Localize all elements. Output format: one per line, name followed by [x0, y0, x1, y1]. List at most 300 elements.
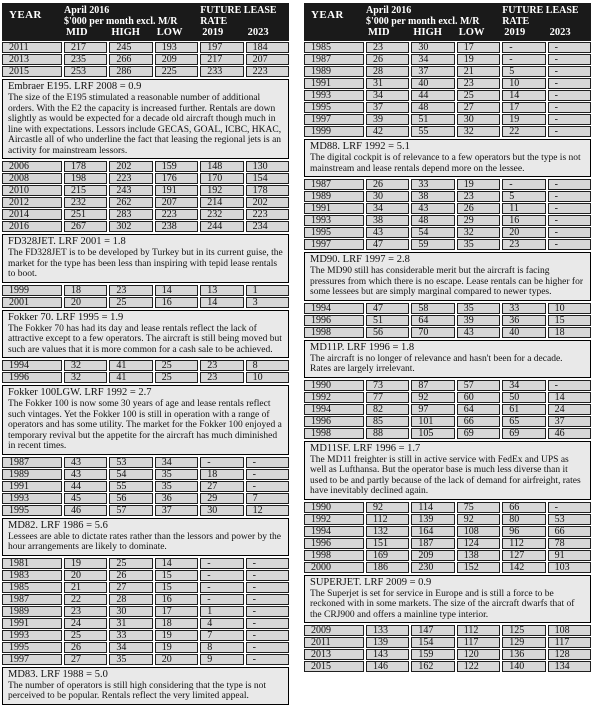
value-cell: 154: [411, 637, 454, 648]
value-cell: 187: [411, 538, 454, 549]
value-cell: 16: [502, 215, 545, 226]
section-title: FD328JET. LRF 2001 = 1.8: [8, 236, 126, 247]
value-cell: 215: [64, 185, 107, 196]
year-cell: 1996: [304, 538, 364, 549]
value-cell: 22: [502, 126, 545, 137]
value-cell: 33: [109, 630, 152, 641]
sub-column-label: 2023: [549, 27, 571, 38]
value-cell: 132: [366, 526, 409, 537]
year-cell: 1992: [304, 514, 364, 525]
section-title: MD11SF. LRF 1996 = 1.7: [310, 442, 421, 454]
value-cell: 25: [155, 372, 198, 383]
value-cell: 193: [155, 42, 198, 53]
year-cell: 2013: [2, 54, 62, 65]
value-cell: 244: [200, 221, 243, 232]
value-cell: 34: [366, 90, 409, 101]
value-cell: 51: [366, 315, 409, 326]
value-cell: 202: [246, 197, 289, 208]
value-cell: 70: [411, 327, 454, 338]
table-row: [2, 197, 289, 208]
value-cell: 34: [155, 457, 198, 468]
table-row: [304, 227, 591, 238]
value-cell: 127: [502, 550, 545, 561]
section-text: The number of operators is still high considering that the type is not perceived to be popular. Rentals reflect the very limited appeal.: [8, 680, 267, 701]
value-cell: 34: [366, 203, 409, 214]
value-cell: 54: [109, 469, 152, 480]
year-cell: 1993: [304, 215, 364, 226]
value-cell: 129: [502, 637, 545, 648]
year-cell: 1999: [304, 126, 364, 137]
value-cell: 12: [246, 505, 289, 516]
value-cell: 35: [155, 469, 198, 480]
value-cell: 35: [155, 481, 198, 492]
value-cell: 42: [366, 126, 409, 137]
value-cell: 92: [366, 502, 409, 513]
value-cell: 45: [64, 493, 107, 504]
value-cell: -: [246, 630, 289, 641]
value-cell: 243: [109, 185, 152, 196]
value-cell: 24: [548, 404, 591, 415]
value-cell: 39: [366, 114, 409, 125]
value-cell: -: [548, 239, 591, 250]
sub-column-label: 2023: [247, 27, 269, 38]
value-cell: -: [246, 457, 289, 468]
section-text: The digital cockpit is of relevance to a few operators but the type is not mainstream and lease rentals depend more on the lessee.: [310, 153, 581, 174]
year-cell: 1991: [304, 78, 364, 89]
value-cell: -: [246, 469, 289, 480]
value-cell: 85: [366, 416, 409, 427]
value-cell: 8: [200, 642, 243, 653]
value-cell: 38: [411, 191, 454, 202]
value-cell: 148: [200, 161, 243, 172]
table-row: [304, 54, 591, 65]
value-cell: 230: [411, 562, 454, 573]
table-row: [2, 493, 289, 504]
value-cell: 46: [64, 505, 107, 516]
value-cell: 91: [548, 550, 591, 561]
value-cell: 9: [200, 654, 243, 665]
table-row: [2, 457, 289, 468]
value-cell: 10: [548, 303, 591, 314]
table-row: [304, 502, 591, 513]
value-cell: 147: [411, 625, 454, 636]
value-cell: 140: [502, 661, 545, 672]
value-cell: 112: [366, 514, 409, 525]
year-cell: 2000: [304, 562, 364, 573]
value-cell: 23: [457, 191, 500, 202]
year-cell: 2015: [2, 66, 62, 77]
value-cell: 14: [502, 90, 545, 101]
value-cell: 33: [502, 303, 545, 314]
value-cell: 87: [411, 380, 454, 391]
section-box: [2, 518, 289, 556]
value-cell: 23: [366, 42, 409, 53]
value-cell: -: [200, 582, 243, 593]
value-cell: 47: [366, 303, 409, 314]
value-cell: 35: [457, 239, 500, 250]
year-cell: 1994: [304, 303, 364, 314]
april-2016-group-label: [366, 6, 500, 27]
value-cell: 33: [411, 179, 454, 190]
year-cell: 1989: [2, 469, 62, 480]
year-cell: 2006: [2, 161, 62, 172]
year-cell: 1987: [304, 179, 364, 190]
value-cell: 29: [200, 493, 243, 504]
value-cell: -: [200, 594, 243, 605]
value-cell: 134: [548, 661, 591, 672]
value-cell: -: [548, 380, 591, 391]
value-cell: 80: [502, 514, 545, 525]
section-text: The MD11 freighter is still in active service with FedEx and UPS as well as Lufthansa. But the operator base is much less diverse than it used to be and partly because of the lack of demand for airfreight, rates have inevitably declined again.: [310, 454, 581, 496]
value-cell: 32: [457, 227, 500, 238]
future-lease-rate-label: FUTURE LEASE RATE: [200, 5, 277, 27]
value-cell: 15: [155, 570, 198, 581]
value-cell: 169: [366, 550, 409, 561]
data-table: [2, 558, 289, 665]
value-cell: 48: [411, 215, 454, 226]
section-box: [304, 575, 591, 624]
value-cell: 50: [502, 392, 545, 403]
value-cell: 54: [411, 227, 454, 238]
value-cell: 178: [64, 161, 107, 172]
value-cell: 18: [64, 285, 107, 296]
table-row: [304, 428, 591, 439]
value-cell: 146: [366, 661, 409, 672]
unit-line: $'000 per month excl. M/R: [64, 15, 178, 27]
value-cell: 32: [64, 360, 107, 371]
value-cell: 20: [64, 297, 107, 308]
value-cell: 30: [457, 114, 500, 125]
value-cell: 233: [200, 66, 243, 77]
year-cell: 1991: [2, 481, 62, 492]
value-cell: 20: [502, 227, 545, 238]
year-cell: 1997: [304, 114, 364, 125]
data-table: [2, 285, 289, 308]
value-cell: 207: [155, 197, 198, 208]
value-cell: 139: [366, 637, 409, 648]
data-table: [304, 380, 591, 439]
value-cell: -: [548, 78, 591, 89]
value-cell: 37: [548, 416, 591, 427]
year-cell: 2008: [2, 173, 62, 184]
section-title: Fokker 70. LRF 1995 = 1.9: [8, 311, 124, 323]
value-cell: 78: [548, 538, 591, 549]
value-cell: 26: [366, 54, 409, 65]
value-cell: 143: [366, 649, 409, 660]
value-cell: 14: [548, 392, 591, 403]
value-cell: -: [548, 191, 591, 202]
year-cell: 2009: [304, 625, 364, 636]
value-cell: 43: [411, 203, 454, 214]
value-cell: 192: [200, 185, 243, 196]
value-cell: -: [200, 558, 243, 569]
value-cell: 34: [502, 380, 545, 391]
year-cell: 1995: [2, 642, 62, 653]
year-cell: 1993: [304, 90, 364, 101]
value-cell: 202: [109, 161, 152, 172]
year-cell: 1998: [304, 327, 364, 338]
value-cell: 159: [411, 649, 454, 660]
table-row: [2, 209, 289, 220]
section-box: [2, 310, 289, 359]
year-cell: 1995: [304, 102, 364, 113]
table-row: [2, 469, 289, 480]
value-cell: 154: [246, 173, 289, 184]
value-cell: 112: [457, 625, 500, 636]
table-row: [2, 505, 289, 516]
value-cell: 235: [64, 54, 107, 65]
value-cell: -: [200, 570, 243, 581]
value-cell: -: [548, 90, 591, 101]
year-cell: 2016: [2, 221, 62, 232]
value-cell: 13: [200, 285, 243, 296]
section-text: The MD90 still has considerable merit but the aircraft is facing pressures from which there is no escape. Lease rentals can be higher for some lessees but are simply marginal compared to newer types.: [310, 266, 584, 297]
value-cell: -: [246, 558, 289, 569]
section-title: MD90. LRF 1997 = 2.8: [310, 254, 410, 265]
table-row: [2, 360, 289, 371]
value-cell: 209: [411, 550, 454, 561]
value-cell: 57: [109, 505, 152, 516]
sub-column-label: 2019: [504, 27, 526, 38]
sub-column-label: LOW: [458, 27, 485, 38]
value-cell: 120: [457, 649, 500, 660]
value-cell: 46: [548, 428, 591, 439]
year-cell: 1993: [2, 493, 62, 504]
column-right: [304, 3, 591, 705]
table-row: [2, 654, 289, 665]
year-cell: 2013: [304, 649, 364, 660]
value-cell: 40: [411, 78, 454, 89]
year-column-label: YEAR: [311, 9, 344, 21]
table-row: [2, 594, 289, 605]
value-cell: 103: [548, 562, 591, 573]
value-cell: 77: [366, 392, 409, 403]
value-cell: 186: [366, 562, 409, 573]
section-text: The FD328JET is to be developed by Turkey but in its current guise, the market for the type has been less than inspiring with tepid lease rentals to boot.: [8, 248, 283, 279]
value-cell: 22: [64, 594, 107, 605]
value-cell: 23: [109, 285, 152, 296]
value-cell: 253: [64, 66, 107, 77]
value-cell: 191: [155, 185, 198, 196]
value-cell: -: [246, 618, 289, 629]
value-cell: 11: [502, 203, 545, 214]
value-cell: 25: [64, 630, 107, 641]
value-cell: 25: [457, 90, 500, 101]
value-cell: 82: [366, 404, 409, 415]
section-title: MD11P. LRF 1996 = 1.8: [310, 341, 415, 353]
value-cell: 57: [457, 380, 500, 391]
value-cell: 14: [155, 558, 198, 569]
table-header: [2, 3, 289, 41]
april-2016-group-label: [64, 6, 198, 27]
future-lease-rate-label: FUTURE LEASE RATE: [502, 5, 579, 27]
value-cell: 92: [457, 514, 500, 525]
table-row: [304, 416, 591, 427]
value-cell: 267: [64, 221, 107, 232]
year-cell: 1999: [2, 285, 62, 296]
april-2016-line: April 2016: [64, 5, 110, 16]
value-cell: 23: [200, 360, 243, 371]
table-row: [304, 380, 591, 391]
value-cell: 18: [200, 469, 243, 480]
value-cell: 117: [548, 637, 591, 648]
value-cell: 16: [155, 297, 198, 308]
value-cell: 44: [411, 90, 454, 101]
value-cell: 184: [246, 42, 289, 53]
section-title: Embraer E195. LRF 2008 = 0.9: [8, 81, 142, 92]
value-cell: 197: [200, 42, 243, 53]
value-cell: 35: [109, 654, 152, 665]
value-cell: -: [246, 654, 289, 665]
value-cell: -: [548, 54, 591, 65]
value-cell: 26: [64, 642, 107, 653]
value-cell: 130: [246, 161, 289, 172]
data-table: [304, 303, 591, 338]
value-cell: 27: [457, 102, 500, 113]
value-cell: 214: [200, 197, 243, 208]
section-box: [2, 234, 289, 283]
value-cell: 4: [200, 618, 243, 629]
value-cell: 217: [64, 42, 107, 53]
value-cell: -: [548, 215, 591, 226]
value-cell: 24: [64, 618, 107, 629]
value-cell: 34: [109, 642, 152, 653]
value-cell: 138: [457, 550, 500, 561]
table-row: [304, 562, 591, 573]
unit-line: $'000 per month excl. M/R: [366, 15, 480, 27]
value-cell: 5: [502, 66, 545, 77]
value-cell: 36: [155, 493, 198, 504]
value-cell: -: [548, 179, 591, 190]
value-cell: 56: [366, 327, 409, 338]
value-cell: 136: [502, 649, 545, 660]
value-cell: 23: [457, 78, 500, 89]
value-cell: 51: [411, 114, 454, 125]
year-cell: 1997: [2, 654, 62, 665]
data-table: [304, 625, 591, 672]
table-row: [304, 42, 591, 53]
table-row: [304, 526, 591, 537]
year-cell: 1990: [304, 502, 364, 513]
table-row: [2, 221, 289, 232]
table-row: [2, 618, 289, 629]
table-row: [304, 203, 591, 214]
value-cell: 117: [457, 637, 500, 648]
value-cell: 66: [502, 502, 545, 513]
column-left: [2, 3, 289, 705]
value-cell: 20: [64, 570, 107, 581]
value-cell: 10: [246, 372, 289, 383]
section-title: SUPERJET. LRF 2009 = 0.9: [310, 576, 432, 588]
value-cell: 25: [109, 297, 152, 308]
year-cell: 1995: [304, 227, 364, 238]
section-text: The size of the E195 stimulated a reasonable number of additional orders. With the E2 the capacity is increased further. Rentals are down slightly as would be expected for a decade old aircraft though much in line with expectations. Lessors include GECAS, GOAL, ICBC, HKAC, Aircastle all of who underline the fact that leasing the regional jets is an activity for mainstream lessors.: [8, 93, 282, 156]
year-cell: 1994: [304, 404, 364, 415]
value-cell: 66: [457, 416, 500, 427]
value-cell: -: [246, 642, 289, 653]
data-table: [304, 502, 591, 573]
section-box: [2, 385, 289, 455]
section-box: [304, 139, 591, 177]
table-row: [304, 90, 591, 101]
table-row: [2, 185, 289, 196]
section-text: The Superjet is set for service in Europe and is still a force to be reckoned with in some markets. The size of the aircraft dwarfs that of the CRJ900 and offers a mainline type interior.: [310, 588, 575, 620]
year-column-label: YEAR: [9, 9, 42, 21]
table-header: [304, 3, 591, 41]
value-cell: 28: [366, 66, 409, 77]
value-cell: 61: [502, 404, 545, 415]
value-cell: 32: [64, 372, 107, 383]
year-cell: 2001: [2, 297, 62, 308]
table-row: [304, 661, 591, 672]
value-cell: 43: [366, 227, 409, 238]
value-cell: 53: [548, 514, 591, 525]
value-cell: -: [548, 203, 591, 214]
value-cell: 30: [411, 42, 454, 53]
value-cell: 225: [155, 66, 198, 77]
year-cell: 2011: [304, 637, 364, 648]
value-cell: 112: [502, 538, 545, 549]
table-row: [2, 642, 289, 653]
value-cell: 139: [411, 514, 454, 525]
value-cell: 7: [200, 630, 243, 641]
year-cell: 1991: [2, 618, 62, 629]
table-row: [304, 550, 591, 561]
value-cell: 15: [155, 582, 198, 593]
table-row: [304, 215, 591, 226]
table-row: [2, 54, 289, 65]
value-cell: 64: [457, 404, 500, 415]
year-cell: 1994: [2, 360, 62, 371]
value-cell: 47: [366, 239, 409, 250]
value-cell: -: [246, 570, 289, 581]
year-cell: 1990: [304, 380, 364, 391]
value-cell: 286: [109, 66, 152, 77]
value-cell: 27: [200, 481, 243, 492]
value-cell: 15: [548, 315, 591, 326]
sub-column-label: MID: [368, 27, 390, 38]
section-text: The aircraft is no longer of relevance and hasn't been for a decade. Rates are largely irrelevant.: [310, 353, 563, 374]
sub-column-label: HIGH: [413, 27, 442, 38]
table-row: [304, 327, 591, 338]
table-row: [2, 42, 289, 53]
table-row: [304, 637, 591, 648]
value-cell: 92: [411, 392, 454, 403]
value-cell: -: [548, 227, 591, 238]
value-cell: 152: [457, 562, 500, 573]
value-cell: -: [200, 457, 243, 468]
value-cell: 162: [411, 661, 454, 672]
value-cell: 217: [200, 54, 243, 65]
value-cell: 26: [457, 203, 500, 214]
value-cell: 19: [155, 630, 198, 641]
table-row: [304, 649, 591, 660]
sub-column-label: MID: [66, 27, 88, 38]
table-row: [304, 303, 591, 314]
table-row: [2, 285, 289, 296]
value-cell: 105: [411, 428, 454, 439]
table-row: [304, 625, 591, 636]
value-cell: 19: [64, 558, 107, 569]
value-cell: 133: [366, 625, 409, 636]
value-cell: 223: [109, 173, 152, 184]
year-cell: 1991: [304, 203, 364, 214]
sub-column-label: HIGH: [111, 27, 140, 38]
value-cell: 223: [246, 66, 289, 77]
value-cell: -: [246, 481, 289, 492]
value-cell: 1: [246, 285, 289, 296]
table-row: [304, 538, 591, 549]
